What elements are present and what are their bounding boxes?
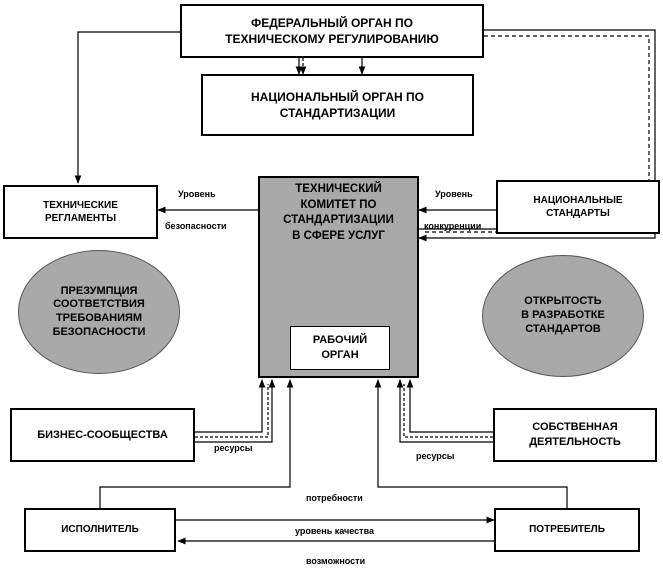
consumer-box [494, 508, 640, 552]
executor-box [24, 508, 176, 552]
arrow-business-to-committee-solid [195, 380, 262, 432]
arrow-business-to-committee-solid-2 [195, 380, 272, 442]
national-standardization-box [201, 74, 474, 136]
safety-level-label: Уровень [178, 189, 216, 199]
technical-committee-label: ТЕХНИЧЕСКИЙ КОМИТЕТ ПО СТАНДАРТИЗАЦИИ В СФЕРЕ УСЛУГ [283, 183, 394, 242]
working-body-label: РАБОЧИЙ ОРГАН [312, 334, 368, 361]
own-activity-label: СОБСТВЕННАЯ ДЕЯТЕЛЬНОСТЬ [529, 421, 621, 448]
business-communities-label: БИЗНЕС-СООБЩЕСТВА [37, 428, 168, 441]
safety-label: безопасности [165, 221, 227, 231]
arrow-federal-to-techregs [78, 32, 180, 183]
quality-level-label: уровень качества [295, 526, 375, 536]
federal-agency-label: ФЕДЕРАЛЬНЫЙ ОРГАН ПО ТЕХНИЧЕСКОМУ РЕГУЛИРОВАНИЮ [225, 15, 439, 46]
arrow-own-to-committee-dashed [404, 384, 493, 437]
presumption-label: ПРЕЗУМПЦИЯ СООТВЕТСТВИЯ ТРЕБОВАНИЯМ БЕЗОПАСНОСТИ [52, 284, 146, 338]
arrow-own-to-committee-solid-2 [400, 380, 493, 442]
federal-agency-box [180, 4, 484, 58]
needs-label: потребности [306, 493, 363, 503]
resources-left-label: ресурсы [214, 443, 253, 453]
competition-label: конкуренции [424, 221, 482, 231]
national-standardization-label: НАЦИОНАЛЬНЫЙ ОРГАН ПО СТАНДАРТИЗАЦИИ [251, 89, 424, 120]
technical-regulations-label: ТЕХНИЧЕСКИЕ РЕГЛАМЕНТЫ [43, 199, 118, 224]
national-standards-box [496, 180, 660, 234]
business-communities-box [10, 408, 195, 462]
own-activity-box [493, 408, 657, 462]
executor-label: ИСПОЛНИТЕЛЬ [61, 524, 139, 536]
competition-level-label: Уровень [435, 189, 473, 199]
national-standards-label: НАЦИОНАЛЬНЫЕ СТАНДАРТЫ [533, 194, 623, 219]
arrow-business-to-committee-dashed [195, 384, 268, 437]
presumption-ellipse [18, 250, 180, 374]
openness-ellipse [482, 255, 644, 377]
openness-label: ОТКРЫТОСТЬ В РАЗРАБОТКЕ СТАНДАРТОВ [521, 295, 605, 335]
consumer-label: ПОТРЕБИТЕЛЬ [529, 524, 605, 536]
working-body-box [290, 326, 390, 370]
technical-regulations-box [3, 185, 158, 239]
capabilities-label: возможности [306, 556, 366, 566]
resources-right-label: ресурсы [416, 451, 455, 461]
arrow-own-to-committee-solid [410, 380, 493, 432]
